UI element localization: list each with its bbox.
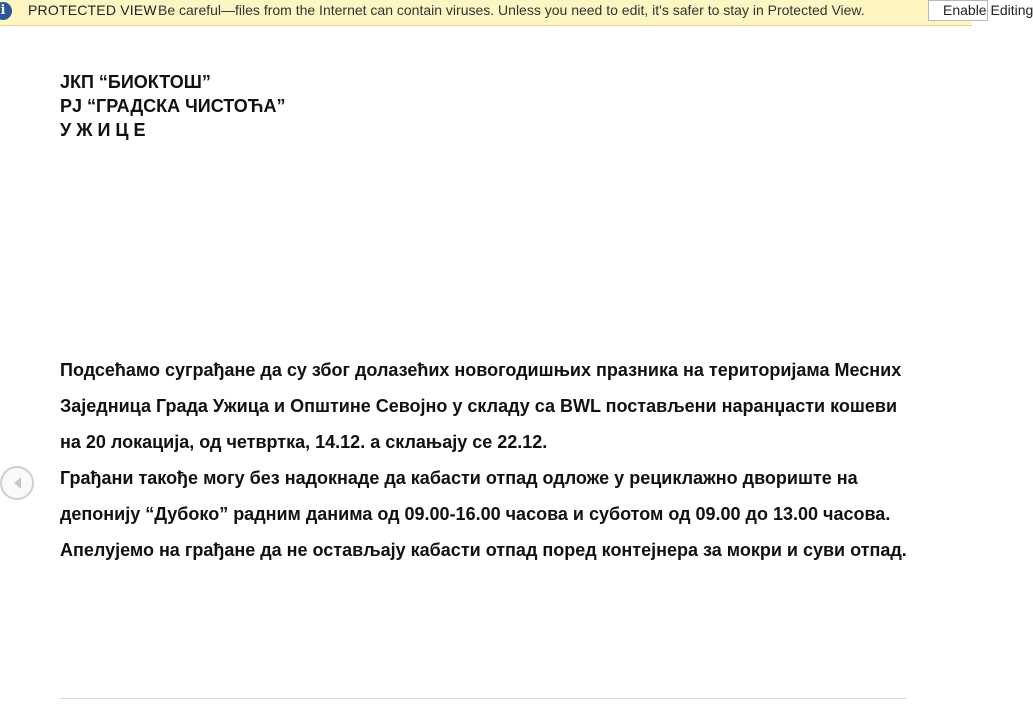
unit-name: РЈ “ГРАДСКА ЧИСТОЋА” <box>60 96 286 116</box>
company-name: ЈКП “БИОКТОШ” <box>60 72 211 92</box>
page-divider <box>60 698 906 699</box>
chevron-left-icon <box>11 476 25 490</box>
info-icon: i <box>0 2 12 20</box>
protected-view-title: PROTECTED VIEW <box>28 2 157 18</box>
document-body <box>60 352 910 568</box>
paragraph-reminder: Подсећамо суграђане да су због долазећих новогодишњих празника на територијама Месних Заједница Града Ужица и Општине Севојно у складу са BWL постављени наранџасти кошеви на 20 локација, од четвртка, 14.12. а склањају се 22.12. <box>60 360 902 452</box>
protected-view-bar <box>0 0 1033 26</box>
paragraph-recycling-yard: Грађани такође могу без надокнаде да кабасти отпад одложе у рециклажно двориште на депонију “Дубоко” радним данима од 09.00-16.00 часова и суботом од 09.00 до 13.00 часова. <box>60 468 891 524</box>
document-header <box>60 70 286 142</box>
protected-view-message: Be careful—files from the Internet can contain viruses. Unless you need to edit, it's safer to stay in Protected View. <box>158 2 865 18</box>
city-name: У Ж И Ц Е <box>60 120 146 140</box>
enable-editing-button[interactable]: Enable Editing <box>928 0 988 21</box>
paragraph-appeal: Апелујемо на грађане да не остављају кабасти отпад поред контејнера за мокри и суви отпад. <box>60 540 907 560</box>
previous-page-button[interactable] <box>0 466 34 500</box>
